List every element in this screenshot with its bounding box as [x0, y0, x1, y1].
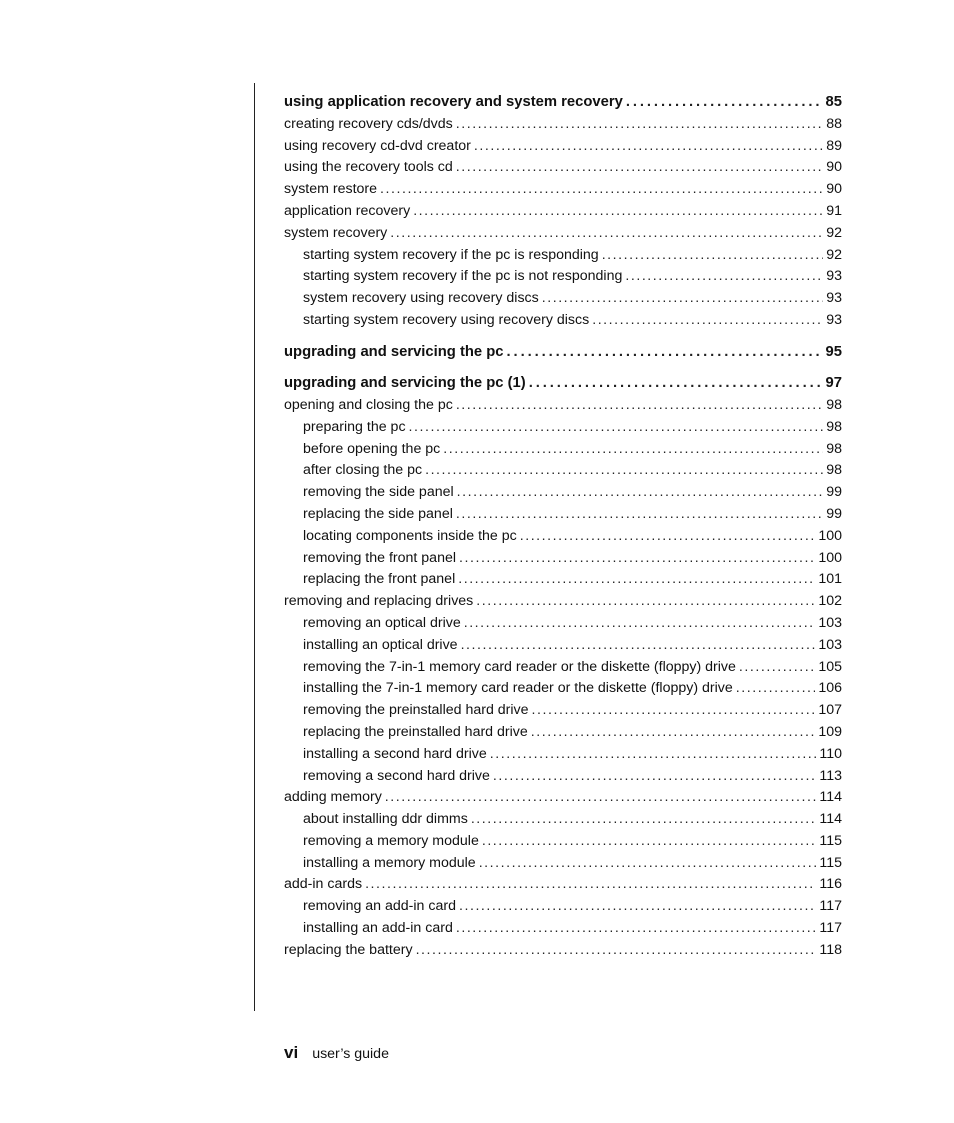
- toc-entry-page: 103: [818, 636, 842, 653]
- toc-entry-page: 109: [818, 723, 842, 740]
- toc-entry[interactable]: [284, 766, 842, 788]
- toc-entry-title: creating recovery cds/dvds: [284, 115, 453, 132]
- toc-dot-leader: [507, 342, 823, 364]
- toc-entry-title: starting system recovery if the pc is not responding: [303, 268, 623, 285]
- toc-entry-page: 110: [819, 745, 842, 762]
- toc-entry-title: adding memory: [284, 789, 382, 806]
- toc-entry-title: preparing the pc: [303, 418, 406, 435]
- toc-entry-title: removing a second hard drive: [303, 767, 490, 784]
- toc-dot-leader: [409, 417, 824, 439]
- toc-entry-page: 115: [819, 854, 842, 871]
- toc-dot-leader: [625, 266, 823, 288]
- footer-title: user’s guide: [312, 1046, 389, 1062]
- toc-entry-page: 116: [819, 876, 842, 893]
- toc-entry-page: 93: [826, 290, 842, 307]
- toc-entry-page: 91: [826, 202, 842, 219]
- toc-entry-page: 99: [826, 505, 842, 522]
- toc-entry[interactable]: [284, 918, 842, 940]
- toc-dot-leader: [542, 288, 823, 310]
- toc-entry-page: 98: [826, 440, 842, 457]
- toc-dot-leader: [456, 157, 823, 179]
- toc-entry-title: before opening the pc: [303, 440, 441, 457]
- toc-dot-leader: [739, 657, 815, 679]
- toc-entry-title: replacing the front panel: [303, 571, 456, 588]
- toc-entry-title: removing an optical drive: [303, 614, 461, 631]
- toc-entry-title: removing the preinstalled hard drive: [303, 702, 529, 719]
- toc-entry-page: 99: [826, 484, 842, 501]
- toc-entry-page: 95: [825, 343, 842, 360]
- toc-entry-page: 118: [819, 941, 842, 958]
- toc-entry-page: 100: [818, 527, 842, 544]
- toc-entry[interactable]: [284, 526, 842, 548]
- toc-entry[interactable]: [284, 874, 842, 896]
- toc-entry-title: installing a memory module: [303, 854, 476, 871]
- toc-entry[interactable]: [284, 853, 842, 875]
- toc-entry[interactable]: [284, 787, 842, 809]
- toc-entry-page: 103: [818, 614, 842, 631]
- toc-entry-page: 92: [826, 246, 842, 263]
- footer-page-number: vi: [284, 1043, 299, 1062]
- toc-entry[interactable]: [284, 657, 842, 679]
- table-of-contents: [284, 92, 842, 962]
- toc-entry[interactable]: [284, 223, 842, 245]
- toc-entry[interactable]: [284, 266, 842, 288]
- toc-entry[interactable]: [284, 417, 842, 439]
- toc-dot-leader: [413, 201, 823, 223]
- toc-dot-leader: [476, 591, 815, 613]
- toc-entry[interactable]: [284, 896, 842, 918]
- toc-entry-title: using recovery cd-dvd creator: [284, 137, 471, 154]
- toc-entry-title: installing an add-in card: [303, 920, 453, 937]
- toc-entry-title: opening and closing the pc: [284, 396, 453, 413]
- toc-entry-title: starting system recovery using recovery discs: [303, 311, 590, 328]
- toc-entry-title: replacing the side panel: [303, 505, 453, 522]
- toc-entry[interactable]: [284, 460, 842, 482]
- toc-entry-title: installing the 7-in-1 memory card reader or the diskette (floppy) drive: [303, 680, 733, 697]
- toc-entry[interactable]: [284, 700, 842, 722]
- toc-entry-page: 101: [818, 571, 842, 588]
- toc-dot-leader: [592, 310, 823, 332]
- toc-entry-title: removing the side panel: [303, 484, 454, 501]
- toc-dot-leader: [520, 526, 816, 548]
- toc-dot-leader: [456, 918, 817, 940]
- toc-entry-page: 98: [826, 396, 842, 413]
- toc-entry[interactable]: [284, 722, 842, 744]
- toc-entry-page: 117: [819, 920, 842, 937]
- toc-entry-page: 117: [819, 898, 842, 915]
- toc-entry-page: 100: [818, 549, 842, 566]
- toc-entry-page: 88: [826, 115, 842, 132]
- toc-entry[interactable]: [284, 809, 842, 831]
- toc-dot-leader: [385, 787, 817, 809]
- toc-entry[interactable]: [284, 157, 842, 179]
- toc-entry[interactable]: [284, 504, 842, 526]
- toc-entry-title: using application recovery and system recovery: [284, 94, 623, 110]
- toc-entry-page: 98: [826, 418, 842, 435]
- toc-entry[interactable]: [284, 201, 842, 223]
- toc-dot-leader: [482, 831, 817, 853]
- toc-entry[interactable]: [284, 136, 842, 158]
- toc-dot-leader: [459, 896, 816, 918]
- toc-dot-leader: [365, 874, 816, 896]
- toc-entry[interactable]: [284, 613, 842, 635]
- toc-entry-title: application recovery: [284, 202, 411, 219]
- toc-entry-title: locating components inside the pc: [303, 527, 517, 544]
- toc-entry-page: 90: [826, 159, 842, 176]
- toc-dot-leader: [736, 678, 816, 700]
- toc-entry[interactable]: [284, 744, 842, 766]
- toc-entry-title: system restore: [284, 181, 378, 198]
- toc-entry-title: installing a second hard drive: [303, 745, 487, 762]
- toc-entry[interactable]: [284, 179, 842, 201]
- page-footer: [284, 1043, 389, 1063]
- toc-entry-title: add-in cards: [284, 876, 363, 893]
- toc-entry-title: replacing the battery: [284, 941, 413, 958]
- toc-dot-leader: [471, 809, 817, 831]
- toc-entry-title: upgrading and servicing the pc: [284, 343, 504, 360]
- toc-chapter-entry[interactable]: [284, 342, 842, 364]
- toc-entry-page: 105: [818, 658, 842, 675]
- toc-entry-title: after closing the pc: [303, 462, 423, 479]
- toc-entry[interactable]: [284, 678, 842, 700]
- toc-dot-leader: [458, 569, 815, 591]
- toc-entry-page: 114: [819, 811, 842, 828]
- toc-entry-page: 93: [826, 268, 842, 285]
- toc-dot-leader: [456, 114, 823, 136]
- toc-entry-page: 106: [818, 680, 842, 697]
- toc-entry-title: removing an add-in card: [303, 898, 456, 915]
- toc-entry[interactable]: [284, 114, 842, 136]
- toc-dot-leader: [456, 504, 823, 526]
- toc-dot-leader: [474, 136, 823, 158]
- toc-entry[interactable]: [284, 635, 842, 657]
- toc-entry-title: removing the 7-in-1 memory card reader or the diskette (floppy) drive: [303, 658, 736, 675]
- toc-entry-title: removing the front panel: [303, 549, 457, 566]
- toc-dot-leader: [443, 439, 823, 461]
- toc-dot-leader: [464, 613, 816, 635]
- toc-dot-leader: [626, 92, 823, 114]
- toc-entry-page: 93: [826, 311, 842, 328]
- toc-dot-leader: [390, 223, 823, 245]
- toc-dot-leader: [459, 548, 815, 570]
- toc-entry-page: 115: [819, 832, 842, 849]
- toc-entry-page: 114: [819, 789, 842, 806]
- toc-entry-title: using the recovery tools cd: [284, 159, 453, 176]
- toc-entry-page: 102: [818, 593, 842, 610]
- toc-entry[interactable]: [284, 940, 842, 962]
- toc-dot-leader: [532, 700, 816, 722]
- toc-entry[interactable]: [284, 395, 842, 417]
- toc-entry[interactable]: [284, 482, 842, 504]
- toc-dot-leader: [531, 722, 816, 744]
- toc-dot-leader: [461, 635, 816, 657]
- toc-entry-title: removing a memory module: [303, 832, 479, 849]
- toc-entry[interactable]: [284, 439, 842, 461]
- toc-dot-leader: [425, 460, 823, 482]
- toc-entry-page: 92: [826, 224, 842, 241]
- toc-entry-page: 107: [818, 702, 842, 719]
- toc-dot-leader: [490, 744, 817, 766]
- toc-entry-title: starting system recovery if the pc is responding: [303, 246, 599, 263]
- toc-entry-title: installing an optical drive: [303, 636, 458, 653]
- toc-entry-title: system recovery: [284, 224, 388, 241]
- toc-entry[interactable]: [284, 569, 842, 591]
- toc-entry-page: 90: [826, 181, 842, 198]
- toc-entry-page: 97: [825, 375, 842, 392]
- toc-entry-page: 98: [826, 462, 842, 479]
- toc-dot-leader: [602, 245, 824, 267]
- toc-dot-leader: [529, 373, 823, 395]
- toc-dot-leader: [456, 395, 823, 417]
- toc-chapter-entry[interactable]: [284, 92, 842, 114]
- toc-dot-leader: [416, 940, 817, 962]
- toc-entry[interactable]: [284, 831, 842, 853]
- toc-dot-leader: [380, 179, 823, 201]
- toc-entry-page: 89: [826, 137, 842, 154]
- toc-entry[interactable]: [284, 310, 842, 332]
- margin-rule: [254, 83, 255, 1011]
- toc-entry-title: about installing ddr dimms: [303, 811, 468, 828]
- toc-dot-leader: [457, 482, 824, 504]
- toc-entry-title: upgrading and servicing the pc (1): [284, 375, 526, 392]
- toc-entry-title: removing and replacing drives: [284, 593, 474, 610]
- toc-entry[interactable]: [284, 591, 842, 613]
- toc-chapter-entry[interactable]: [284, 373, 842, 395]
- toc-dot-leader: [479, 853, 817, 875]
- toc-entry[interactable]: [284, 288, 842, 310]
- toc-entry-title: system recovery using recovery discs: [303, 290, 539, 307]
- toc-entry-page: 85: [825, 94, 842, 110]
- toc-dot-leader: [493, 766, 816, 788]
- toc-entry-page: 113: [819, 767, 842, 784]
- toc-entry[interactable]: [284, 548, 842, 570]
- toc-entry[interactable]: [284, 245, 842, 267]
- toc-entry-title: replacing the preinstalled hard drive: [303, 723, 528, 740]
